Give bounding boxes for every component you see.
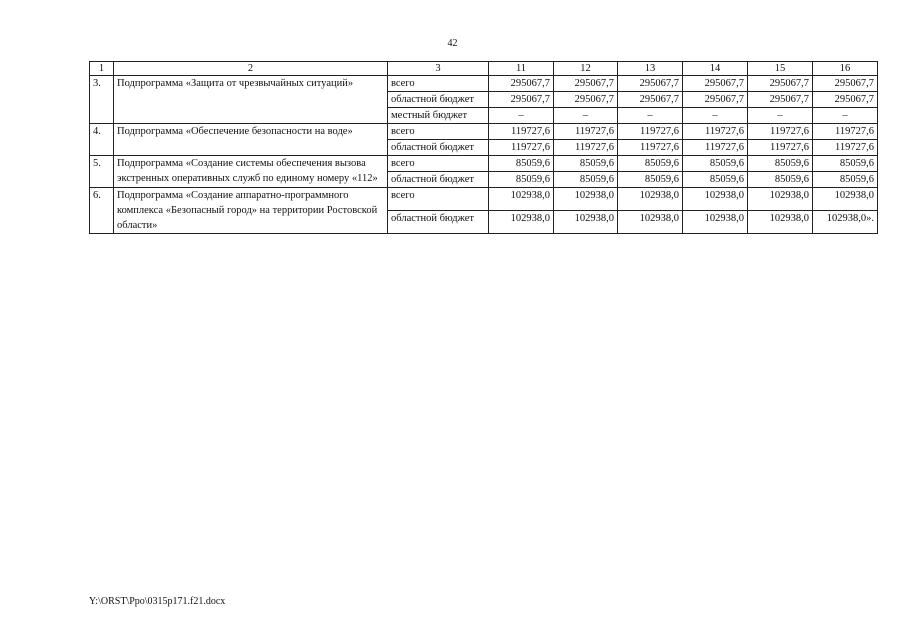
row-number: 6. <box>90 188 114 234</box>
value-cell: 85059,6 <box>683 156 748 172</box>
value-cell: 102938,0 <box>618 211 683 234</box>
funding-type: всего <box>388 124 489 140</box>
value-cell: 295067,7 <box>683 76 748 92</box>
value-cell: 102938,0 <box>748 211 813 234</box>
column-header: 11 <box>489 62 554 76</box>
value-cell: 119727,6 <box>554 140 618 156</box>
value-cell: 295067,7 <box>618 76 683 92</box>
value-cell: 85059,6 <box>813 172 878 188</box>
value-cell: 295067,7 <box>813 76 878 92</box>
funding-type: областной бюджет <box>388 172 489 188</box>
value-cell: 295067,7 <box>489 76 554 92</box>
subprogram-name: Подпрограмма «Создание аппаратно-программного комплекса «Безопасный город» на территории Ростовской области» <box>114 188 388 234</box>
value-cell: 85059,6 <box>748 156 813 172</box>
value-cell: 85059,6 <box>489 156 554 172</box>
value-cell: 119727,6 <box>618 140 683 156</box>
value-cell: 102938,0 <box>683 188 748 211</box>
value-cell: 295067,7 <box>618 92 683 108</box>
value-cell: 85059,6 <box>618 156 683 172</box>
value-cell: 119727,6 <box>489 140 554 156</box>
funding-type: всего <box>388 188 489 211</box>
funding-type: всего <box>388 76 489 92</box>
value-cell: 295067,7 <box>554 92 618 108</box>
value-cell: 119727,6 <box>748 124 813 140</box>
table-row <box>90 124 878 140</box>
value-cell: 119727,6 <box>683 124 748 140</box>
funding-type: местный бюджет <box>388 108 489 124</box>
value-cell: 119727,6 <box>618 124 683 140</box>
table-row <box>90 156 878 172</box>
value-cell: 102938,0 <box>554 211 618 234</box>
value-cell: 85059,6 <box>683 172 748 188</box>
value-cell: 102938,0 <box>489 188 554 211</box>
column-header: 3 <box>388 62 489 76</box>
value-cell: 119727,6 <box>813 140 878 156</box>
column-header: 14 <box>683 62 748 76</box>
value-cell: 102938,0 <box>554 188 618 211</box>
value-cell: 295067,7 <box>748 92 813 108</box>
table-row <box>90 188 878 211</box>
subprogram-name: Подпрограмма «Обеспечение безопасности на воде» <box>114 124 388 156</box>
column-header: 13 <box>618 62 683 76</box>
row-number: 5. <box>90 156 114 188</box>
column-header: 15 <box>748 62 813 76</box>
value-cell: – <box>618 108 683 124</box>
row-number: 4. <box>90 124 114 156</box>
value-cell: 102938,0 <box>683 211 748 234</box>
funding-type: областной бюджет <box>388 140 489 156</box>
value-cell: 102938,0 <box>813 188 878 211</box>
value-cell: 85059,6 <box>489 172 554 188</box>
footer-file-path: Y:\ORST\Ppo\0315p171.f21.docx <box>89 596 226 607</box>
value-cell: 295067,7 <box>813 92 878 108</box>
value-cell: 102938,0 <box>748 188 813 211</box>
value-cell: 85059,6 <box>813 156 878 172</box>
value-cell: 295067,7 <box>683 92 748 108</box>
value-cell: 119727,6 <box>489 124 554 140</box>
value-cell: 119727,6 <box>554 124 618 140</box>
value-cell: – <box>554 108 618 124</box>
subprogram-name: Подпрограмма «Защита от чрезвычайных ситуаций» <box>114 76 388 124</box>
budget-table <box>89 61 878 234</box>
value-cell: 102938,0 <box>489 211 554 234</box>
value-cell: 85059,6 <box>554 156 618 172</box>
funding-type: всего <box>388 156 489 172</box>
value-cell: 102938,0». <box>813 211 878 234</box>
value-cell: 295067,7 <box>489 92 554 108</box>
value-cell: 102938,0 <box>618 188 683 211</box>
column-header: 16 <box>813 62 878 76</box>
header-row <box>90 62 878 76</box>
value-cell: 119727,6 <box>813 124 878 140</box>
value-cell: – <box>748 108 813 124</box>
subprogram-name: Подпрограмма «Создание системы обеспечения вызова экстренных оперативных служб по единому номеру «112» <box>114 156 388 188</box>
value-cell: 85059,6 <box>748 172 813 188</box>
column-header: 1 <box>90 62 114 76</box>
value-cell: 119727,6 <box>683 140 748 156</box>
value-cell: 85059,6 <box>554 172 618 188</box>
value-cell: 119727,6 <box>748 140 813 156</box>
column-header: 2 <box>114 62 388 76</box>
value-cell: – <box>489 108 554 124</box>
value-cell: 295067,7 <box>748 76 813 92</box>
page-number: 42 <box>447 38 458 49</box>
value-cell: – <box>813 108 878 124</box>
value-cell: 295067,7 <box>554 76 618 92</box>
column-header: 12 <box>554 62 618 76</box>
row-number: 3. <box>90 76 114 124</box>
table-row <box>90 76 878 92</box>
funding-type: областной бюджет <box>388 92 489 108</box>
funding-type: областной бюджет <box>388 211 489 234</box>
value-cell: 85059,6 <box>618 172 683 188</box>
value-cell: – <box>683 108 748 124</box>
